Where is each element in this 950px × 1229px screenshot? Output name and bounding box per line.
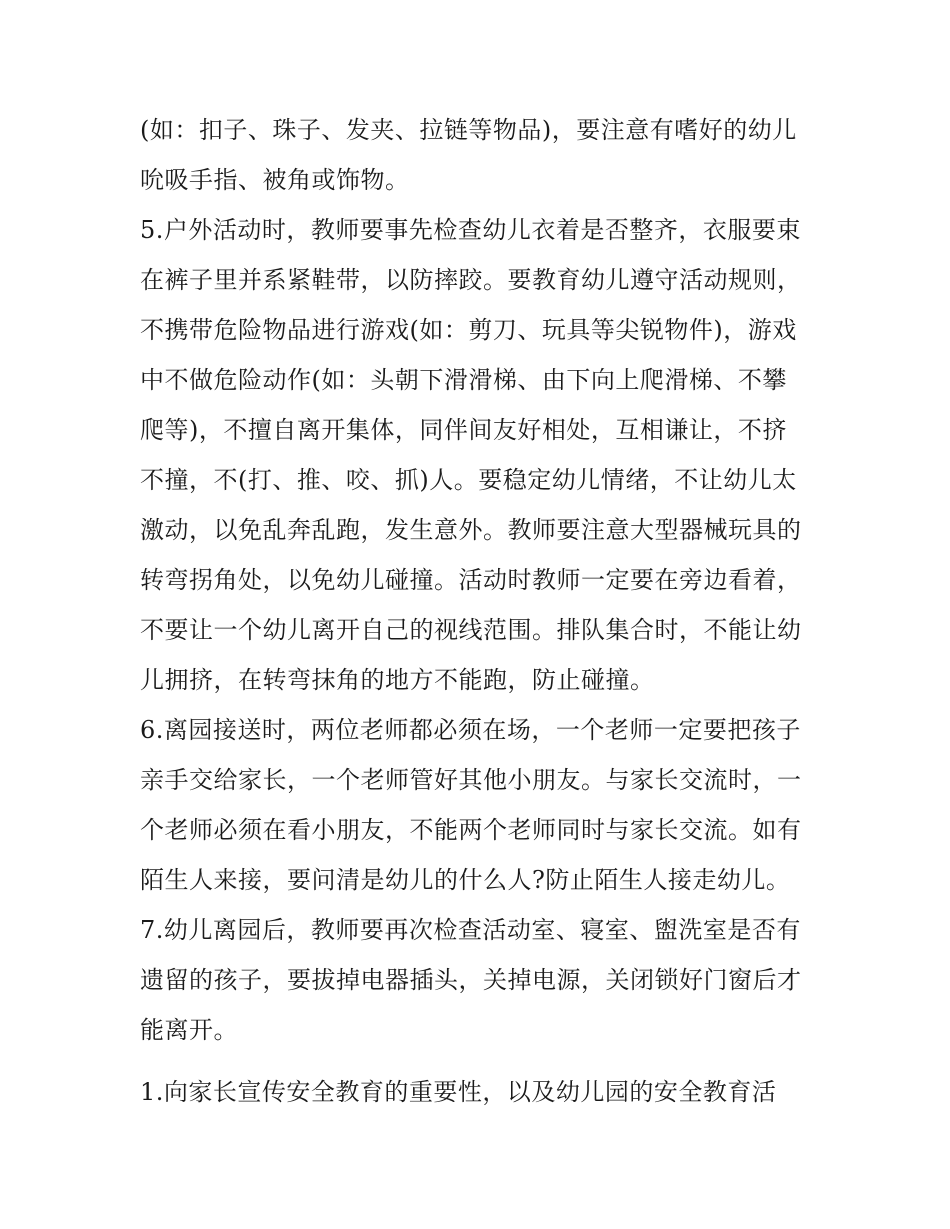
text-line: 不携带危险物品进行游戏(如：剪刀、玩具等尖锐物件)，游戏 <box>140 316 797 344</box>
text-line: 吮吸手指、被角或饰物。 <box>140 166 410 194</box>
text-line: 陌生人来接，要问清是幼儿的什么人?防止陌生人接走幼儿。 <box>140 866 791 894</box>
text-line: 个老师必须在看小朋友，不能两个老师同时与家长交流。如有 <box>140 816 802 844</box>
text-line: 6.离园接送时，两位老师都必须在场，一个老师一定要把孩子 <box>140 716 801 744</box>
text-line: 不撞，不(打、推、咬、抓)人。要稳定幼儿情绪，不让幼儿太 <box>140 466 797 494</box>
text-line: 7.幼儿离园后，教师要再次检查活动室、寝室、盥洗室是否有 <box>140 916 801 944</box>
text-line: 1.向家长宣传安全教育的重要性，以及幼儿园的安全教育活 <box>140 1078 777 1106</box>
text-line: 在裤子里并系紧鞋带，以防摔跤。要教育幼儿遵守活动规则， <box>140 266 802 294</box>
text-line: 儿拥挤，在转弯抹角的地方不能跑，防止碰撞。 <box>140 666 655 694</box>
text-line: 爬等)，不擅自离开集体，同伴间友好相处，互相谦让，不挤 <box>140 416 787 444</box>
text-line: 激动，以免乱奔乱跑，发生意外。教师要注意大型器械玩具的 <box>140 516 802 544</box>
text-line: 转弯拐角处，以免幼儿碰撞。活动时教师一定要在旁边看着， <box>140 566 802 594</box>
text-line: 遗留的孩子，要拔掉电器插头，关掉电源，关闭锁好门窗后才 <box>140 966 802 994</box>
text-line: 不要让一个幼儿离开自己的视线范围。排队集合时，不能让幼 <box>140 616 802 644</box>
text-line: 亲手交给家长，一个老师管好其他小朋友。与家长交流时，一 <box>140 766 802 794</box>
text-line: (如：扣子、珠子、发夹、拉链等物品)，要注意有嗜好的幼儿 <box>140 116 797 144</box>
text-line: 能离开。 <box>140 1016 238 1044</box>
text-line: 5.户外活动时，教师要事先检查幼儿衣着是否整齐，衣服要束 <box>140 216 801 244</box>
text-line: 中不做危险动作(如：头朝下滑滑梯、由下向上爬滑梯、不攀 <box>140 366 787 394</box>
